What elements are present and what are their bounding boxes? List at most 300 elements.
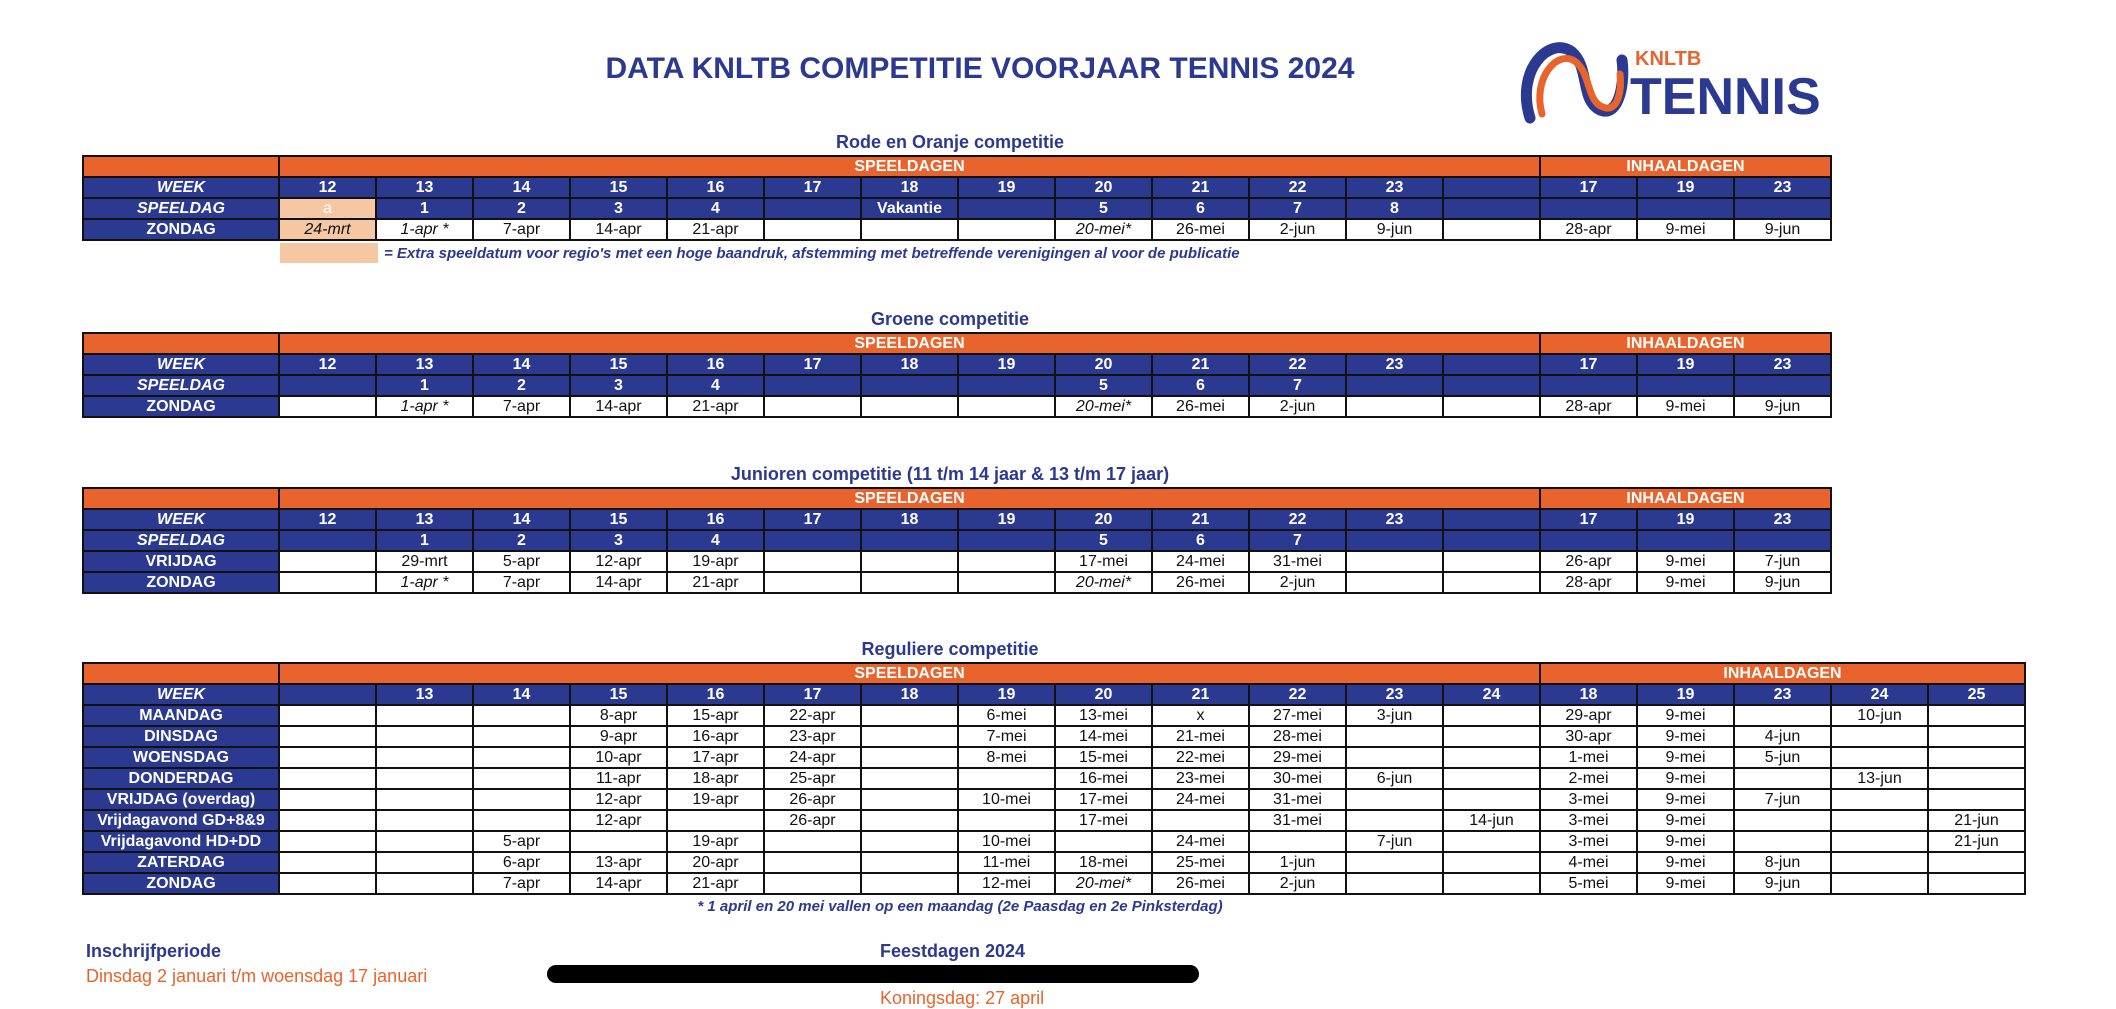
inhaal-date-cell: 13-jun [1831, 768, 1928, 789]
inhaaldagen-header: INHAALDAGEN [1540, 663, 2025, 684]
date-cell: 7-apr [473, 572, 570, 593]
inhaal-week-number: 23 [1734, 354, 1831, 375]
date-cell: 26-mei [1152, 572, 1249, 593]
date-cell: 8-mei [958, 747, 1055, 768]
inschrijf-text: Dinsdag 2 januari t/m woensdag 17 januari [86, 966, 428, 986]
date-cell: 21-mei [1152, 726, 1249, 747]
date-cell: 6-apr [473, 852, 570, 873]
date-cell: 3-jun [1346, 705, 1443, 726]
week-number: 16 [667, 509, 764, 530]
svg-text:TENNIS: TENNIS [1630, 68, 1821, 126]
date-cell [764, 831, 861, 852]
date-cell: 5-apr [473, 831, 570, 852]
inhaal-date-cell [1831, 747, 1928, 768]
date-cell [861, 831, 958, 852]
date-cell [376, 873, 473, 894]
date-cell [1346, 551, 1443, 572]
date-cell: 20-mei* [1055, 219, 1152, 240]
row-label: SPEELDAG [83, 375, 279, 396]
inhaal-date-cell: 2-mei [1540, 768, 1637, 789]
date-cell: 7-apr [473, 873, 570, 894]
date-cell: 11-mei [958, 852, 1055, 873]
week-number [1443, 177, 1540, 198]
week-number: 18 [861, 509, 958, 530]
date-cell [376, 789, 473, 810]
date-cell: 10-apr [570, 747, 667, 768]
date-cell: 14-mei [1055, 726, 1152, 747]
date-cell: 21-apr [667, 873, 764, 894]
row-label: ZONDAG [83, 219, 279, 240]
date-cell [1346, 530, 1443, 551]
week-number: 14 [473, 684, 570, 705]
date-cell: 7-jun [1346, 831, 1443, 852]
date-cell [376, 726, 473, 747]
date-cell: 6 [1152, 198, 1249, 219]
footnote: * 1 april en 20 mei vallen op een maandag (2e Paasdag en 2e Pinksterdag) [697, 898, 1223, 915]
date-cell [861, 768, 958, 789]
date-cell: 8 [1346, 198, 1443, 219]
date-cell [958, 375, 1055, 396]
row-label-week: WEEK [83, 509, 279, 530]
week-number: 21 [1152, 684, 1249, 705]
week-number: 15 [570, 684, 667, 705]
inhaal-date-cell: 28-apr [1540, 396, 1637, 417]
date-cell [861, 572, 958, 593]
date-cell: 15-mei [1055, 747, 1152, 768]
date-cell [1346, 375, 1443, 396]
date-cell: 26-mei [1152, 873, 1249, 894]
date-cell [473, 726, 570, 747]
date-cell: 24-mei [1152, 551, 1249, 572]
feestdagen-title: Feestdagen 2024 [880, 941, 1026, 961]
date-cell: 1-jun [1249, 852, 1346, 873]
date-cell: 20-mei* [1055, 396, 1152, 417]
week-number: 20 [1055, 509, 1152, 530]
date-cell: 2-jun [1249, 873, 1346, 894]
inhaal-date-cell: 5-jun [1734, 747, 1831, 768]
date-cell: 23-mei [1152, 768, 1249, 789]
inhaal-week-number: 17 [1540, 354, 1637, 375]
date-cell: 25-apr [764, 768, 861, 789]
calendar-table-junioren [82, 487, 1832, 594]
date-cell: 13-apr [570, 852, 667, 873]
date-cell: 10-mei [958, 789, 1055, 810]
week-number: 23 [1346, 684, 1443, 705]
inhaal-date-cell [1928, 873, 2025, 894]
calendar-table-groene [82, 332, 1832, 418]
inhaal-date-cell: 9-mei [1637, 789, 1734, 810]
inhaal-date-cell: 29-apr [1540, 705, 1637, 726]
date-cell [1443, 831, 1540, 852]
date-cell [861, 789, 958, 810]
row-label: Vrijdagavond HD+DD [83, 831, 279, 852]
week-number: 22 [1249, 354, 1346, 375]
inhaal-date-cell [1831, 726, 1928, 747]
date-cell: 17-mei [1055, 789, 1152, 810]
date-cell: 12-mei [958, 873, 1055, 894]
inhaal-date-cell: 9-mei [1637, 396, 1734, 417]
week-number: 19 [958, 684, 1055, 705]
inhaal-date-cell: 21-jun [1928, 810, 2025, 831]
inhaal-date-cell: 9-mei [1637, 852, 1734, 873]
date-cell [958, 198, 1055, 219]
date-cell [376, 810, 473, 831]
inhaal-date-cell [1734, 705, 1831, 726]
date-cell [958, 551, 1055, 572]
date-cell [279, 831, 376, 852]
date-cell [376, 747, 473, 768]
date-cell [1443, 789, 1540, 810]
date-cell: 2 [473, 375, 570, 396]
date-cell: 20-apr [667, 852, 764, 873]
date-cell: 9-apr [570, 726, 667, 747]
date-cell [1443, 530, 1540, 551]
inhaal-date-cell [1928, 705, 2025, 726]
date-cell [958, 219, 1055, 240]
date-cell: 2-jun [1249, 219, 1346, 240]
date-cell: 2-jun [1249, 572, 1346, 593]
inhaal-date-cell: 9-mei [1637, 705, 1734, 726]
date-cell [1443, 572, 1540, 593]
date-cell [1346, 873, 1443, 894]
week-number: 22 [1249, 684, 1346, 705]
week-number: 15 [570, 509, 667, 530]
date-cell: 22-apr [764, 705, 861, 726]
date-cell: 2 [473, 530, 570, 551]
feestdagen-text: Koningsdag: 27 april [880, 988, 1045, 1008]
week-number: 12 [279, 177, 376, 198]
inhaal-date-cell: 9-mei [1637, 810, 1734, 831]
date-cell [279, 852, 376, 873]
date-cell [279, 747, 376, 768]
date-cell [279, 789, 376, 810]
date-cell: 2 [473, 198, 570, 219]
date-cell: 31-mei [1249, 551, 1346, 572]
inhaal-date-cell: 9-mei [1637, 551, 1734, 572]
speeldagen-header: SPEELDAGEN [279, 488, 1540, 509]
date-cell [1443, 375, 1540, 396]
row-label: VRIJDAG (overdag) [83, 789, 279, 810]
knltb-tennis-logo [1510, 30, 1830, 130]
date-cell [958, 572, 1055, 593]
inhaal-date-cell [1637, 530, 1734, 551]
week-number: 20 [1055, 177, 1152, 198]
date-cell: 1 [376, 375, 473, 396]
inhaal-week-number: 17 [1540, 177, 1637, 198]
date-cell [473, 810, 570, 831]
inhaal-date-cell [1734, 768, 1831, 789]
date-cell: 12-apr [570, 551, 667, 572]
inhaaldagen-header: INHAALDAGEN [1540, 488, 1831, 509]
inhaal-date-cell [1734, 375, 1831, 396]
date-cell: 3 [570, 375, 667, 396]
week-number: 16 [667, 177, 764, 198]
date-cell: 18-apr [667, 768, 764, 789]
inhaal-week-number: 23 [1734, 509, 1831, 530]
inhaal-date-cell: 9-jun [1734, 572, 1831, 593]
week-number: 23 [1346, 177, 1443, 198]
date-cell: 2-jun [1249, 396, 1346, 417]
speeldagen-header: SPEELDAGEN [279, 156, 1540, 177]
legend-swatch [280, 243, 378, 263]
inhaal-date-cell: 8-jun [1734, 852, 1831, 873]
inhaal-date-cell [1831, 789, 1928, 810]
date-cell: 11-apr [570, 768, 667, 789]
date-cell: 6 [1152, 530, 1249, 551]
row-label: DONDERDAG [83, 768, 279, 789]
week-number [1443, 354, 1540, 375]
date-cell: x [1152, 705, 1249, 726]
header-corner [83, 333, 279, 354]
week-number: 14 [473, 354, 570, 375]
week-number: 21 [1152, 177, 1249, 198]
inhaal-date-cell: 9-mei [1637, 726, 1734, 747]
date-cell: 4 [667, 530, 764, 551]
date-cell: 16-apr [667, 726, 764, 747]
date-cell [1443, 747, 1540, 768]
section-title: Junioren competitie (11 t/m 14 jaar & 13 t/m 17 jaar) [730, 464, 1170, 484]
row-label: SPEELDAG [83, 530, 279, 551]
week-number: 19 [958, 177, 1055, 198]
week-number: 17 [764, 684, 861, 705]
date-cell [764, 551, 861, 572]
date-cell: 7 [1249, 375, 1346, 396]
inhaal-date-cell: 9-mei [1637, 747, 1734, 768]
date-cell [1346, 747, 1443, 768]
date-cell [473, 789, 570, 810]
speeldagen-header: SPEELDAGEN [279, 663, 1540, 684]
date-cell: 7-apr [473, 219, 570, 240]
inhaal-date-cell [1928, 726, 2025, 747]
inhaal-date-cell: 30-apr [1540, 726, 1637, 747]
week-number: 18 [861, 177, 958, 198]
date-cell [1443, 551, 1540, 572]
date-cell: 17-mei [1055, 551, 1152, 572]
week-number: 20 [1055, 684, 1152, 705]
week-number: 14 [473, 509, 570, 530]
week-number: 18 [861, 684, 958, 705]
row-label: ZONDAG [83, 873, 279, 894]
inhaal-date-cell: 9-mei [1637, 219, 1734, 240]
date-cell: 20-mei* [1055, 572, 1152, 593]
date-cell: 5-apr [473, 551, 570, 572]
date-cell: 28-mei [1249, 726, 1346, 747]
date-cell [1443, 873, 1540, 894]
date-cell: 22-mei [1152, 747, 1249, 768]
date-cell [1443, 219, 1540, 240]
date-cell [764, 396, 861, 417]
date-cell [861, 219, 958, 240]
inhaal-date-cell [1928, 789, 2025, 810]
date-cell [1346, 572, 1443, 593]
inhaal-date-cell [1637, 198, 1734, 219]
date-cell: 18-mei [1055, 852, 1152, 873]
inhaal-date-cell: 4-mei [1540, 852, 1637, 873]
inhaal-date-cell: 4-jun [1734, 726, 1831, 747]
date-cell [958, 768, 1055, 789]
date-cell: 5 [1055, 530, 1152, 551]
header-corner [83, 488, 279, 509]
date-cell: 29-mrt [376, 551, 473, 572]
date-cell [376, 852, 473, 873]
inhaal-week-number: 19 [1637, 509, 1734, 530]
week-number: 13 [376, 177, 473, 198]
date-cell [764, 530, 861, 551]
date-cell: 17-apr [667, 747, 764, 768]
week-number [1443, 509, 1540, 530]
week-number: 14 [473, 177, 570, 198]
inhaal-week-number: 23 [1734, 177, 1831, 198]
date-cell [1152, 810, 1249, 831]
inhaal-date-cell: 9-mei [1637, 831, 1734, 852]
date-cell [473, 705, 570, 726]
inhaal-date-cell: 9-jun [1734, 873, 1831, 894]
redaction-bar [547, 965, 1199, 983]
inhaal-week-number: 24 [1831, 684, 1928, 705]
date-cell [764, 852, 861, 873]
inhaal-date-cell: 21-jun [1928, 831, 2025, 852]
date-cell [764, 198, 861, 219]
inhaal-date-cell [1637, 375, 1734, 396]
date-cell: 21-apr [667, 396, 764, 417]
date-cell: 31-mei [1249, 810, 1346, 831]
section-title: Groene competitie [870, 309, 1030, 329]
week-number: 21 [1152, 354, 1249, 375]
date-cell [279, 768, 376, 789]
inhaal-date-cell [1831, 831, 1928, 852]
week-number: 15 [570, 354, 667, 375]
date-cell: 24-mrt [279, 219, 376, 240]
inhaal-date-cell [1540, 375, 1637, 396]
date-cell [958, 396, 1055, 417]
inhaal-date-cell [1928, 768, 2025, 789]
row-label-week: WEEK [83, 354, 279, 375]
header-corner [83, 156, 279, 177]
inhaal-date-cell: 9-mei [1637, 873, 1734, 894]
inhaal-date-cell: 10-jun [1831, 705, 1928, 726]
week-number: 23 [1346, 509, 1443, 530]
inhaal-week-number: 19 [1637, 177, 1734, 198]
date-cell: a [279, 198, 376, 219]
date-cell [376, 705, 473, 726]
date-cell: 1 [376, 198, 473, 219]
date-cell: 24-apr [764, 747, 861, 768]
row-label: ZATERDAG [83, 852, 279, 873]
date-cell: 6-jun [1346, 768, 1443, 789]
inhaal-week-number: 18 [1540, 684, 1637, 705]
date-cell [473, 747, 570, 768]
week-number: 18 [861, 354, 958, 375]
date-cell: 5 [1055, 375, 1152, 396]
date-cell [861, 852, 958, 873]
date-cell: 15-apr [667, 705, 764, 726]
date-cell: 7 [1249, 530, 1346, 551]
date-cell [861, 396, 958, 417]
date-cell [861, 747, 958, 768]
inhaal-date-cell: 26-apr [1540, 551, 1637, 572]
date-cell [279, 873, 376, 894]
legend [280, 243, 1240, 263]
inhaal-week-number: 19 [1637, 354, 1734, 375]
inhaal-date-cell [1540, 198, 1637, 219]
date-cell [1443, 705, 1540, 726]
week-number: 16 [667, 684, 764, 705]
inhaal-week-number: 23 [1734, 684, 1831, 705]
date-cell: 5 [1055, 198, 1152, 219]
inhaal-date-cell: 5-mei [1540, 873, 1637, 894]
week-number: 15 [570, 177, 667, 198]
week-number: 22 [1249, 177, 1346, 198]
inschrijf-title: Inschrijfperiode [86, 941, 222, 961]
date-cell [279, 551, 376, 572]
date-cell: 14-apr [570, 396, 667, 417]
date-cell [861, 705, 958, 726]
row-label-week: WEEK [83, 684, 279, 705]
inhaal-date-cell [1734, 831, 1831, 852]
row-label-week: WEEK [83, 177, 279, 198]
week-number: 12 [279, 354, 376, 375]
date-cell: 6-mei [958, 705, 1055, 726]
date-cell [376, 768, 473, 789]
week-number: 13 [376, 354, 473, 375]
inhaal-date-cell: 9-jun [1734, 396, 1831, 417]
inhaal-date-cell [1831, 852, 1928, 873]
date-cell: 21-apr [667, 572, 764, 593]
inhaaldagen-header: INHAALDAGEN [1540, 156, 1831, 177]
date-cell: 21-apr [667, 219, 764, 240]
date-cell: 24-mei [1152, 831, 1249, 852]
date-cell: 27-mei [1249, 705, 1346, 726]
date-cell [764, 873, 861, 894]
week-number: 20 [1055, 354, 1152, 375]
row-label: SPEELDAG [83, 198, 279, 219]
date-cell: 12-apr [570, 810, 667, 831]
section-title: Rode en Oranje competitie [835, 132, 1065, 152]
date-cell: 19-apr [667, 551, 764, 572]
date-cell [861, 551, 958, 572]
inhaal-date-cell [1928, 852, 2025, 873]
date-cell: 26-apr [764, 789, 861, 810]
date-cell: 19-apr [667, 831, 764, 852]
inhaal-date-cell [1928, 747, 2025, 768]
inhaal-date-cell [1734, 810, 1831, 831]
calendar-table-rode-oranje [82, 155, 1832, 241]
row-label: VRIJDAG [83, 551, 279, 572]
week-number: 17 [764, 177, 861, 198]
inhaal-date-cell: 3-mei [1540, 810, 1637, 831]
date-cell [861, 810, 958, 831]
inhaal-date-cell [1734, 198, 1831, 219]
row-label: WOENSDAG [83, 747, 279, 768]
date-cell: 26-mei [1152, 396, 1249, 417]
date-cell [570, 831, 667, 852]
date-cell: Vakantie [861, 198, 958, 219]
inhaal-date-cell [1540, 530, 1637, 551]
date-cell: 1-apr * [376, 572, 473, 593]
row-label: DINSDAG [83, 726, 279, 747]
date-cell: 9-jun [1346, 219, 1443, 240]
date-cell: 7 [1249, 198, 1346, 219]
date-cell [1249, 831, 1346, 852]
date-cell: 26-apr [764, 810, 861, 831]
row-label: MAANDAG [83, 705, 279, 726]
inhaal-date-cell: 9-mei [1637, 572, 1734, 593]
date-cell: 23-apr [764, 726, 861, 747]
week-number: 17 [764, 509, 861, 530]
inhaal-week-number: 25 [1928, 684, 2025, 705]
date-cell [279, 572, 376, 593]
date-cell [861, 530, 958, 551]
